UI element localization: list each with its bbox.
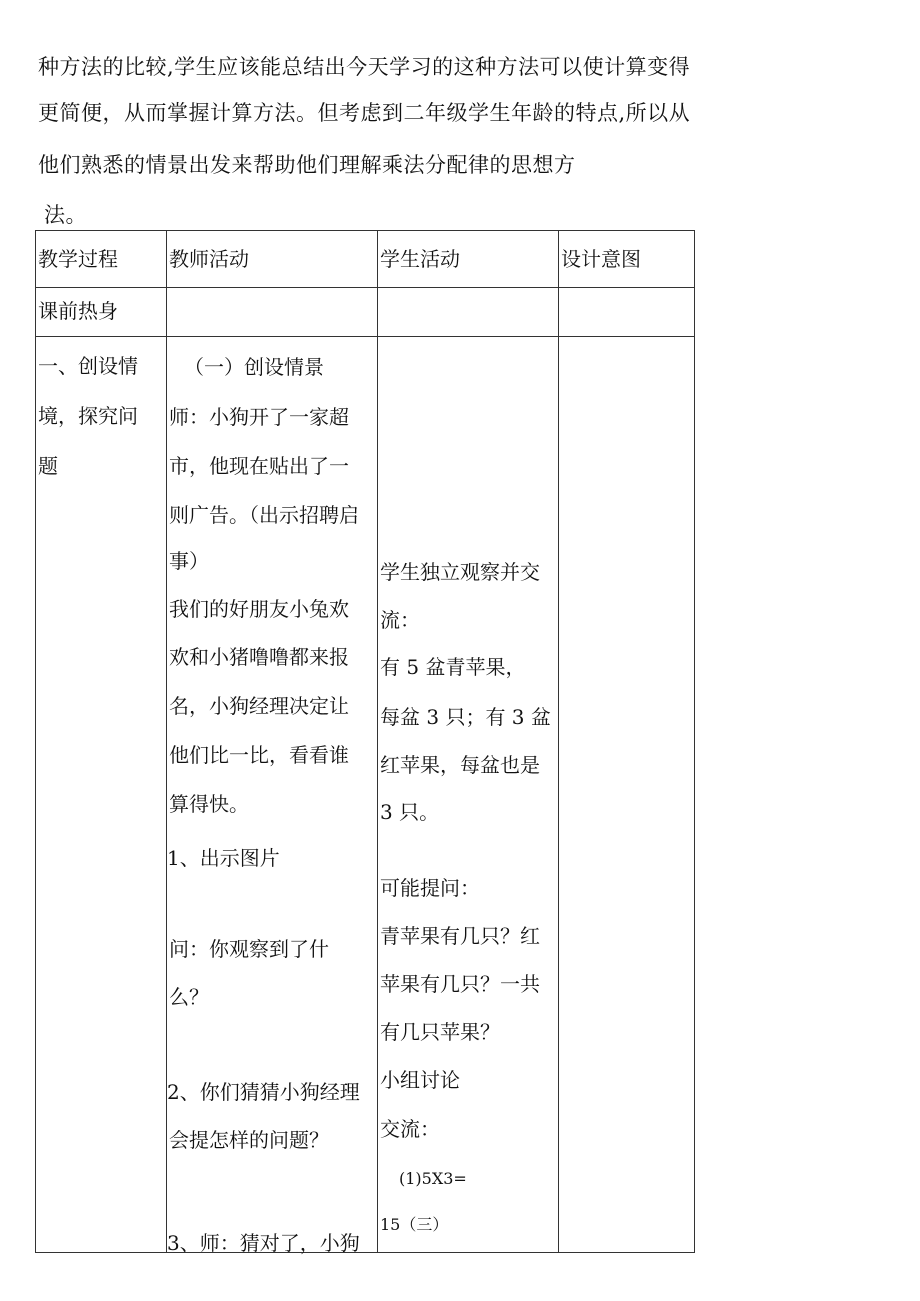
student-line: 学生独立观察并交 [380,560,540,584]
teacher-line: 师：小狗开了一家超 [169,405,349,429]
student-line: 苹果有几只？一共 [380,972,540,996]
process-line: 境，探究问 [38,404,138,428]
teacher-line: 名，小狗经理决定让 [169,694,349,718]
intro-line: 法。 [44,203,87,227]
process-cell [38,341,138,491]
teacher-line: 算得快。 [169,792,249,816]
column-divider [558,231,559,1252]
student-line: 流： [380,608,420,632]
student-line: 每盆 3 只；有 3 盆 [380,705,551,729]
teacher-line: 么？ [169,985,209,1009]
process-line: 题 [38,454,58,478]
student-line: 3 只。 [380,800,440,824]
student-line: 15（三） [380,1215,449,1234]
teacher-line: 我们的好朋友小兔欢 [169,597,349,621]
column-divider [377,231,378,1252]
student-line: 小组讨论 [380,1068,460,1092]
teacher-line: 会提怎样的问题？ [169,1128,329,1152]
teacher-line: 问：你观察到了什 [169,937,329,961]
warmup-label: 课前热身 [38,299,118,323]
header-student-activity: 学生活动 [380,247,460,271]
intro-line: 他们熟悉的情景出发来帮助他们理解乘法分配律的思想方 [38,153,576,177]
teacher-line: 1、出示图片 [167,846,280,870]
header-process: 教学过程 [38,247,118,271]
teacher-line: 事） [169,549,209,573]
teacher-line: （一）创设情景 [184,355,324,379]
student-line: (1)5X3= [399,1169,467,1188]
teacher-line: 2、你们猜猜小狗经理 [167,1080,360,1104]
header-teacher-activity: 教师活动 [169,247,249,271]
student-line: 红苹果，每盆也是 [380,753,540,777]
teacher-line: 他们比一比，看看谁 [169,743,349,767]
process-line: 一、创设情 [38,354,138,378]
teacher-line: 欢和小猪噜噜都来报 [169,645,349,669]
teacher-line: 3、师：猜对了，小狗 [167,1231,360,1255]
row-divider [36,336,694,337]
row-divider [36,287,694,288]
header-design-intent: 设计意图 [561,247,641,271]
intro-line: 更简便，从而掌握计算方法。但考虑到二年级学生年龄的特点,所以从 [38,101,691,125]
student-line: 交流： [380,1117,440,1141]
student-line: 青苹果有几只？红 [380,924,540,948]
teacher-line: 则广告。（出示招聘启 [169,503,359,527]
student-line: 有 5 盆青苹果， [380,655,526,679]
lesson-plan-table [35,230,695,1253]
intro-line: 种方法的比较,学生应该能总结出今天学习的这种方法可以使计算变得 [38,55,691,79]
student-line: 可能提问： [380,876,480,900]
student-line: 有几只苹果？ [380,1020,500,1044]
teacher-line: 市，他现在贴出了一 [169,454,349,478]
